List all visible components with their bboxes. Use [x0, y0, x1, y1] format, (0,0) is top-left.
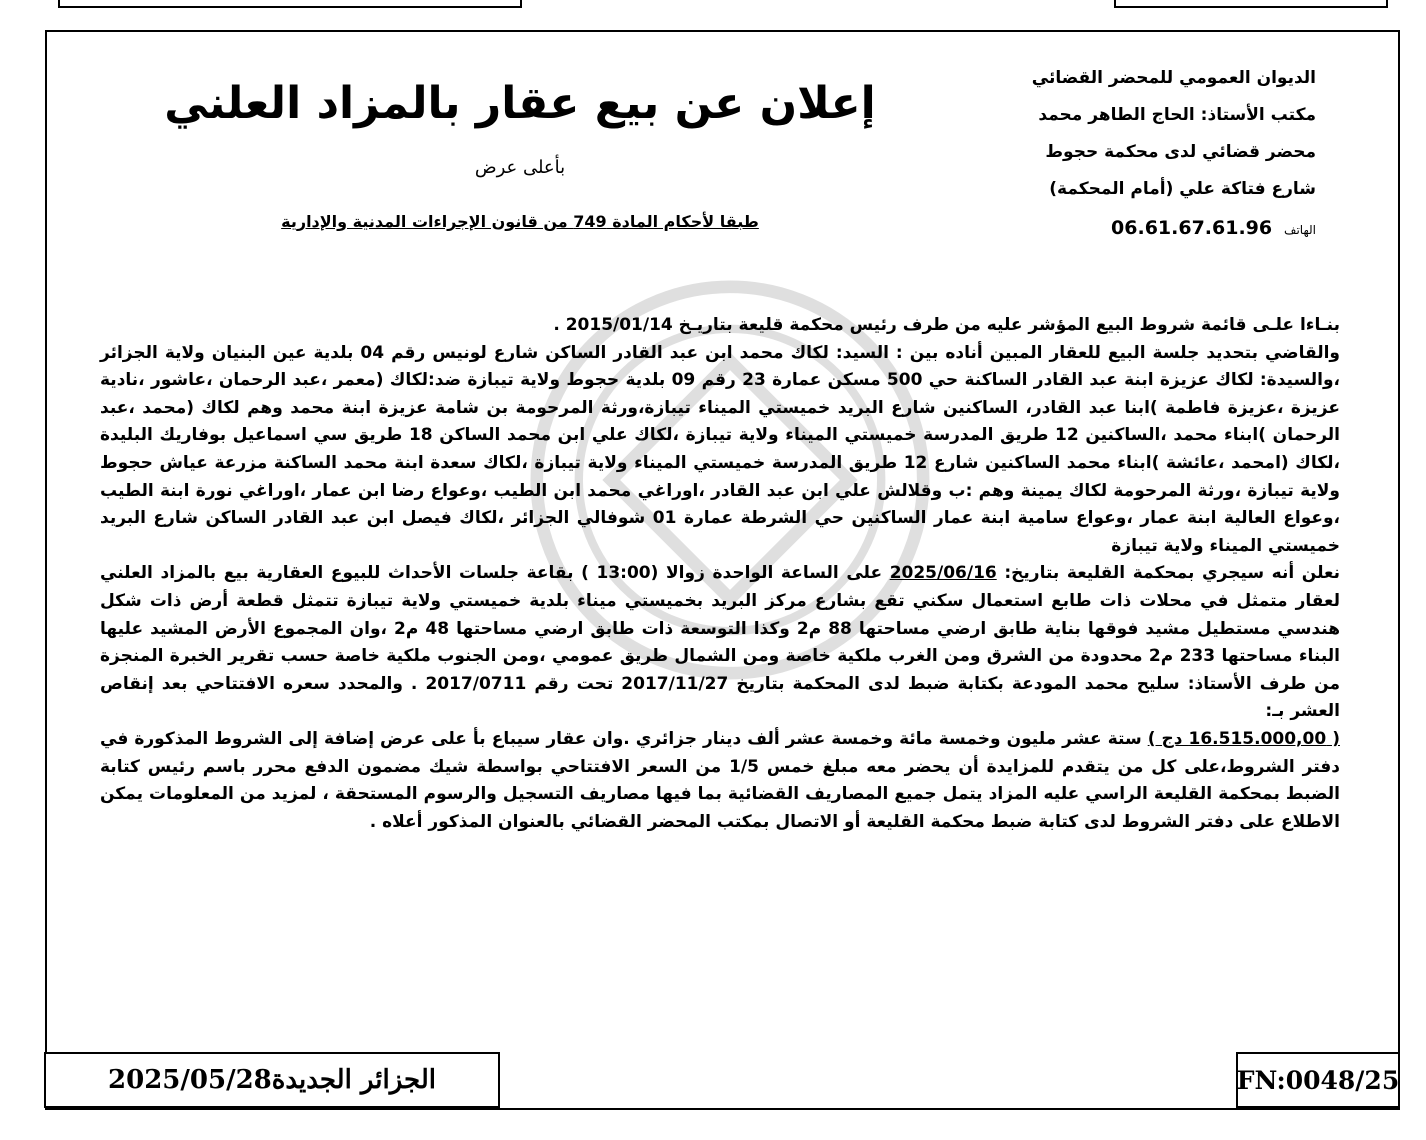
- paragraph-2: والقاضي بتحديد جلسة البيع للعقار المبين أناده بين : السيد: لكاك محمد ابن عبد القادر الساكن شارع لونيس رقم 04 بلدية عين البنيان ولاية الجزائر ،والسيدة: لكاك عزيزة ابنة عبد القادر الساكنة حي 500 مسكن عمارة 23 رقم 09 بلدية حجوط ولاية تيبازة ضد:لكاك (معمر ،عبد الرحمان ،عاشور ،نادية عزيزة ،عزيزة فاطمة )ابنا عبد القادر، الساكنين شارع البريد خميستي الميناء تيبازة،ورثة المرحومة بن شامة عزيزة ابنة محمد وهم لكاك (محمد ،عبد الرحمان )ابناء محمد ،الساكنين 12 طريق المدرسة خميستي الميناء ولاية تيبازة ،لكاك علي ابن محمد الساكن 18 طريق سي اسماعيل بوفاريك البليدة ،لكاك (امحمد ،عائشة )ابناء محمد الساكنين شارع 12 طريق المدرسة خميستي الميناء ولاية تيبازة ،لكاك سعدة ابنة محمد الساكنة مزرعة عياش حجوط ولاية تيبازة ،ورثة المرحومة لكاك يمينة وهم :ب وقلالش علي ابن عبد القادر ،اوراغي محمد ابن الطيب ،وعواع رضا ابن عمار ،اوراغي نورة ابنة الطيب ،وعواع العالية ابنة عمار ،وعواع سامية ابنة عمار الساكنين حي الشرطة عمارة 01 شوفالي الجزائر ،لكاك فيصل ابن عبد القادر الساكن شارع البريد خميستي الميناء ولاية تيبازة: [100, 342, 1341, 556]
- notice-subtitle: بأعلى عرض: [474, 157, 566, 178]
- phone-number: 06.61.67.61.96: [1111, 217, 1273, 239]
- notice-title: إعلان عن بيع عقار بالمزاد العلني: [164, 78, 876, 129]
- opening-price: ( 16.515.000,00 دج ): [1147, 728, 1340, 749]
- file-number-box: FN:0048/25: [1236, 1052, 1400, 1108]
- paragraph-3-start: نعلن أنه سيجري بمحكمة القليعة بتاريخ:: [996, 563, 1340, 584]
- office-line-4: شارع فتاكة علي (أمام المحكمة): [1049, 179, 1316, 199]
- paragraph-4: [100, 726, 1340, 836]
- notice-body: [100, 312, 1340, 836]
- office-line-3: محضر قضائي لدى محكمة حجوط: [1045, 142, 1316, 162]
- paragraph-4-rest: ستة عشر مليون وخمسة مائة وخمسة عشر ألف دينار جزائري .وان عقار سيباع بأ على عرض إضافة إلى الشروط المذكورة في دفتر الشروط،على كل من يتقدم للمزايدة أن يحضر معه مبلغ خمس 1/5 من السعر الافتتاحي بواسطة شيك مضمون الدفع محرر باسم رئيس كتابة الضبط بمحكمة القليعة الراسي عليه المزاد يتمل جميع المصاريف القضائية بما فيها مصاريف التسجيل والرسوم المستحقة ، لمزيد من المعلومات يمكن الاطلاع على دفتر الشروط لدى كتابة ضبط محكمة القليعة أو الاتصال بمكتب المحضر القضائي بالعنوان المذكور أعلاه .: [100, 728, 1340, 832]
- office-line-2: مكتب الأستاذ: الحاج الطاهر محمد: [1038, 105, 1316, 125]
- phone-label: الهاتف: [1284, 223, 1316, 237]
- legal-basis: طبقا لأحكام المادة 749 من قانون الإجراءات المدنية والإدارية: [281, 212, 759, 231]
- newspaper-date-box: الجزائر الجديدة2025/05/28: [44, 1052, 500, 1108]
- auction-date: 2025/06/16: [889, 563, 997, 584]
- phone-row: [996, 208, 1316, 250]
- office-line-1: الديوان العمومي للمحضر القضائي: [1031, 68, 1316, 88]
- bailiff-office-block: [996, 60, 1316, 250]
- paragraph-1: بنـاءا علـى قائمة شروط البيع المؤشر عليه من طرف رئيس محكمة قليعة بتاريـخ 2015/01/14 .: [553, 315, 1340, 335]
- top-right-box-edge: [1114, 0, 1388, 8]
- paragraph-3-rest: على الساعة الواحدة زوالا (13:00 ) بقاعة جلسات الأحداث للبيوع العقارية بيع بالمزاد العلني لعقار متمثل في محلات ذات طابع استعمال سكني تقع بشارع مركز البريد بخميستي ميناء بلدية خميستي ولاية تيبازة تتمثل قطعة أرض ذات شكل هندسي مستطيل مشيد فوقها بناية طابق ارضي مساحتها 88 م2 وكذا التوسعة ذات طابق ارضي مساحتها 48 م2 ،وان المجموع الأرض المشيد عليها البناء مساحتها 233 م2 محدودة من الشرق ومن الغرب ملكية خاصة ومن الشمال طريق عمومي ،ومن الجنوب ملكية خاصة حسب تقرير الخبرة المنجزة من طرف الأستاذ: سليح محمد المودعة بكتابة ضبط لدى المحكمة بتاريخ 2017/11/27 تحت رقم 2017/0711 . والمحدد سعره الافتتاحي بعد إنقاص العشر بـ:: [100, 563, 1340, 722]
- top-left-box-edge: [58, 0, 522, 8]
- paragraph-3: [100, 560, 1340, 726]
